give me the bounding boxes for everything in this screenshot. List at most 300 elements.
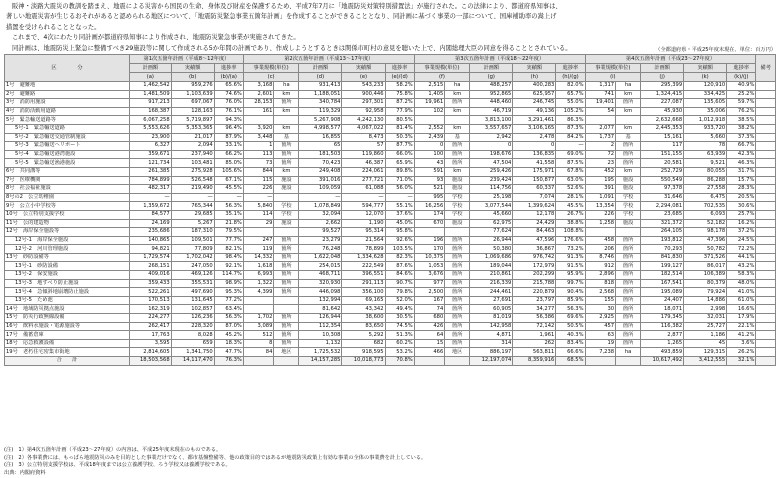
table-cell: 59.7%: [727, 99, 756, 108]
table-row: [5, 305, 776, 314]
row-label: 13号-1 砂防設備: [5, 262, 130, 271]
table-cell: 32,031: [684, 314, 727, 323]
table-cell: 63,939: [684, 150, 727, 159]
table-cell: 81,019: [470, 314, 513, 323]
table-cell: 543,233: [342, 82, 385, 91]
table-cell: 87.2%: [385, 99, 414, 108]
table-cell: 34,277: [513, 305, 556, 314]
table-cell: km: [445, 90, 470, 99]
table-cell: 30: [585, 305, 616, 314]
table-cell: 120,910: [684, 82, 727, 91]
table-cell: 321,372: [641, 219, 684, 228]
table-cell: 261,385: [130, 167, 172, 176]
table-cell: 60,905: [470, 305, 513, 314]
col-unit: (e): [342, 73, 385, 82]
table-cell: 箇所: [445, 322, 470, 331]
table-cell: 1,341,750: [171, 348, 214, 357]
table-cell: 172,979: [513, 262, 556, 271]
table-cell: 55.1%: [385, 202, 414, 211]
table-cell: 49,136: [513, 107, 556, 116]
table-cell: 41.0%: [727, 288, 756, 297]
col-unit: (f): [414, 73, 470, 82]
col-unit: (k): [684, 73, 727, 82]
table-cell: 112,354: [299, 322, 342, 331]
table-cell: 14,157,285: [299, 357, 342, 366]
table-cell: 409,016: [130, 271, 172, 280]
col-plan: 計画額: [470, 64, 513, 73]
remarks-cell: [756, 228, 776, 237]
table-cell: 50,782: [684, 245, 727, 254]
table-cell: 76,248: [299, 245, 342, 254]
table-cell: 244,461: [470, 288, 513, 297]
table-cell: 670: [414, 219, 445, 228]
table-cell: 5,719,897: [171, 116, 214, 125]
table-cell: 6,993: [243, 271, 274, 280]
table-cell: 66.2%: [214, 150, 243, 159]
table-cell: 79.5%: [214, 228, 243, 237]
table-cell: 24,407: [641, 296, 684, 305]
table-cell: 基: [616, 133, 641, 142]
table-cell: [274, 296, 299, 305]
table-cell: 箇所: [445, 253, 470, 262]
table-cell: 131,645: [171, 296, 214, 305]
table-cell: [414, 357, 445, 366]
table-cell: 126,236: [171, 314, 214, 323]
table-cell: 6,067,258: [130, 116, 172, 125]
table-cell: 56,386: [513, 314, 556, 323]
table-cell: 学校: [445, 193, 470, 202]
col-plan: 計画額: [130, 64, 172, 73]
table-cell: 70,423: [299, 159, 342, 168]
remarks-cell: [756, 176, 776, 185]
table-cell: 73.2%: [556, 245, 585, 254]
table-cell: 箇所: [616, 253, 641, 262]
table-cell: 76.0%: [214, 99, 243, 108]
remarks-cell: [756, 357, 776, 366]
table-cell: 79,924: [684, 288, 727, 297]
table-cell: 355,531: [171, 279, 214, 288]
table-row: [5, 236, 776, 245]
table-cell: 86,288: [684, 176, 727, 185]
table-cell: 87.7%: [385, 142, 414, 151]
table-cell: 2,094: [171, 142, 214, 151]
row-label: 5号-3 緊急輸送ヘリポート: [5, 142, 130, 151]
table-cell: 262,417: [130, 322, 172, 331]
table-cell: 108.8%: [556, 228, 585, 237]
table-cell: 35,006: [684, 107, 727, 116]
table-row: [5, 348, 776, 357]
table-cell: 482,317: [130, 185, 172, 194]
table-cell: 15: [414, 339, 445, 348]
row-label: 5号-4 緊急輸送港湾施設: [5, 150, 130, 159]
table-cell: 2,662: [299, 219, 342, 228]
table-cell: 69.0%: [556, 150, 585, 159]
table-cell: 10,617,492: [641, 357, 684, 366]
table-cell: 学校: [616, 193, 641, 202]
table-cell: 施設: [274, 185, 299, 194]
table-cell: 18,503,568: [130, 357, 172, 366]
table-cell: 16,256: [414, 202, 445, 211]
table-row: [5, 253, 776, 262]
remarks-cell: [756, 82, 776, 91]
table-cell: 128,163: [171, 107, 214, 116]
table-row: [5, 90, 776, 99]
table-row: [5, 271, 776, 280]
row-label: 7号 医療機関: [5, 176, 130, 185]
row-label: 12号-2 河川管理施設: [5, 245, 130, 254]
table-cell: 182,514: [641, 271, 684, 280]
table-cell: 176.6%: [556, 236, 585, 245]
table-cell: 箇所: [616, 245, 641, 254]
remarks-cell: [756, 116, 776, 125]
table-cell: 3,106,165: [513, 124, 556, 133]
table-cell: 550,549: [641, 176, 684, 185]
table-cell: 4,871: [470, 331, 513, 340]
table-cell: 1,729,574: [130, 253, 172, 262]
table-cell: 65.7%: [556, 90, 585, 99]
table-cell: 136,835: [513, 150, 556, 159]
table-cell: 82.3%: [385, 253, 414, 262]
table-cell: [585, 228, 616, 237]
table-cell: 23,685: [641, 210, 684, 219]
table-cell: 25,727: [684, 322, 727, 331]
col-scale: 事業規模(単位): [585, 64, 641, 73]
table-cell: 512: [243, 331, 274, 340]
table-cell: 基: [274, 133, 299, 142]
table-cell: 1,462,542: [130, 82, 172, 91]
table-cell: 箇所: [616, 314, 641, 323]
row-label: 14号 地域防災拠点施設: [5, 305, 130, 314]
table-cell: 227,087: [641, 99, 684, 108]
table-cell: 64: [414, 331, 445, 340]
table-cell: 1,078,849: [299, 202, 342, 211]
table-row: [5, 150, 776, 159]
table-cell: 226: [585, 210, 616, 219]
table-cell: 箇所: [445, 159, 470, 168]
table-cell: 72.2%: [727, 245, 756, 254]
table-cell: 65.6%: [214, 82, 243, 91]
table-cell: ha: [445, 82, 470, 91]
table-cell: 61,088: [342, 185, 385, 194]
table-cell: 68.5%: [556, 357, 585, 366]
table-cell: 16,855: [299, 133, 342, 142]
footnote: (注) 1）第4次五箇年計画（平成23～27年度）の内容は、平成25年度末現在のものである。: [4, 447, 222, 453]
table-cell: 箇所: [274, 253, 299, 262]
table-cell: [616, 228, 641, 237]
table-cell: 26.7%: [556, 210, 585, 219]
table-cell: 254,015: [299, 262, 342, 271]
remarks-cell: [756, 253, 776, 262]
table-cell: 75.8%: [385, 90, 414, 99]
table-cell: 174: [414, 210, 445, 219]
table-cell: [616, 116, 641, 125]
table-cell: 222,549: [342, 262, 385, 271]
table-cell: 20.5%: [727, 193, 756, 202]
table-cell: 47,596: [513, 236, 556, 245]
table-cell: 54: [585, 107, 616, 116]
table-cell: 1,258: [585, 219, 616, 228]
table-cell: 74.6%: [214, 90, 243, 99]
table-cell: 114,756: [470, 185, 513, 194]
table-cell: 24.5%: [727, 236, 756, 245]
table-cell: 42.3%: [727, 150, 756, 159]
table-cell: 219,490: [171, 185, 214, 194]
row-label: 6号 共同溝等: [5, 167, 130, 176]
table-cell: 114.7%: [214, 271, 243, 280]
table-cell: 198,676: [470, 150, 513, 159]
table-cell: 2,896: [585, 271, 616, 280]
table-cell: 297,301: [342, 99, 385, 108]
table-cell: 468,711: [299, 271, 342, 280]
col-plan: 計画額: [299, 64, 342, 73]
table-cell: 18,071: [641, 305, 684, 314]
table-cell: 1,091: [585, 193, 616, 202]
table-cell: 77.7%: [214, 236, 243, 245]
table-cell: 66.7%: [727, 142, 756, 151]
table-cell: 箇所: [445, 339, 470, 348]
table-cell: 29,685: [171, 210, 214, 219]
table-cell: 18.3%: [214, 339, 243, 348]
remarks-cell: [756, 339, 776, 348]
table-cell: 36,867: [513, 245, 556, 254]
table-cell: 施設: [445, 185, 470, 194]
table-cell: 8,746: [585, 253, 616, 262]
table-cell: 23,279: [299, 236, 342, 245]
table-cell: 99,527: [299, 228, 342, 237]
table-cell: 2,445,353: [641, 124, 684, 133]
table-cell: 60.2%: [385, 339, 414, 348]
table-cell: 87.6%: [385, 262, 414, 271]
table-cell: 78,899: [342, 245, 385, 254]
table-cell: 53.2%: [385, 348, 414, 357]
table-cell: km: [616, 124, 641, 133]
table-cell: 246,745: [513, 99, 556, 108]
table-cell: 81,642: [299, 305, 342, 314]
table-cell: 56.3%: [556, 305, 585, 314]
table-cell: 箇所: [445, 99, 470, 108]
remarks-cell: [756, 314, 776, 323]
col-unit: (b)/(a): [214, 73, 243, 82]
table-cell: 16.6%: [727, 305, 756, 314]
table-cell: 96.4%: [214, 124, 243, 133]
col-unit: (a): [130, 73, 172, 82]
table-cell: 2,877: [641, 331, 684, 340]
table-cell: km: [274, 167, 299, 176]
table-cell: 80,055: [684, 167, 727, 176]
table-cell: 452: [585, 167, 616, 176]
table-cell: 6,093: [684, 210, 727, 219]
remarks-cell: [756, 271, 776, 280]
table-cell: 400,283: [513, 82, 556, 91]
table-cell: 63.0%: [556, 176, 585, 185]
table-cell: —: [385, 193, 414, 202]
table-cell: 43,342: [342, 305, 385, 314]
footnote: (注) 3）公立特別支援学校は、平成18年度までは公立養護学校、ろう学校又は養護学校である。: [4, 462, 231, 469]
table-cell: 320,930: [299, 279, 342, 288]
table-cell: 45.2%: [214, 331, 243, 340]
table-cell: 84,463: [513, 228, 556, 237]
table-cell: 3,448: [243, 133, 274, 142]
table-cell: km: [445, 167, 470, 176]
col-actual: 実績額: [513, 64, 556, 73]
table-cell: [445, 116, 470, 125]
table-cell: 161: [243, 107, 274, 116]
table-cell: 91.3%: [556, 253, 585, 262]
table-cell: 4,242,130: [342, 116, 385, 125]
table-cell: 0: [414, 142, 445, 151]
table-cell: [585, 116, 616, 125]
table-cell: 226: [243, 185, 274, 194]
table-cell: 77,809: [171, 245, 214, 254]
table-cell: 学校: [616, 202, 641, 211]
table-cell: 29: [243, 219, 274, 228]
table-cell: 48.0%: [727, 279, 756, 288]
table-row: [5, 167, 776, 176]
table-cell: 箇所: [445, 279, 470, 288]
table-cell: 67.1%: [214, 176, 243, 185]
remarks-cell: [756, 288, 776, 297]
table-cell: 659: [171, 339, 214, 348]
table-cell: [243, 357, 274, 366]
intro-line: 同計画は、地震防災上緊急に整備すべき29施設等に関して作成される5か年間の計画であり、作成しようとするときは関係市町村の意見を聴いた上で、内閣総理大臣の同意を得ることとされている。: [12, 44, 572, 52]
table-cell: 50,380: [470, 245, 513, 254]
remarks-cell: [756, 262, 776, 271]
table-row: [5, 339, 776, 348]
table-cell: 箇所: [445, 271, 470, 280]
table-cell: 3,595: [130, 339, 172, 348]
table-cell: 箇所: [274, 322, 299, 331]
table-cell: 119,860: [342, 150, 385, 159]
col-rate: 進捗率: [214, 64, 243, 73]
table-cell: 箇所: [616, 159, 641, 168]
table-row: [5, 331, 776, 340]
table-cell: 84.2%: [556, 133, 585, 142]
table-cell: 41.2%: [727, 331, 756, 340]
table-cell: 391: [585, 185, 616, 194]
table-cell: 76.2%: [727, 107, 756, 116]
table-cell: 19: [585, 339, 616, 348]
table-cell: 594,777: [342, 202, 385, 211]
table-cell: 170: [414, 245, 445, 254]
col-remarks: 備考: [756, 55, 776, 82]
table-cell: [445, 228, 470, 237]
table-cell: 526,548: [171, 176, 214, 185]
table-cell: 3,412,555: [684, 357, 727, 366]
table-cell: 66.6%: [556, 348, 585, 357]
table-cell: 2,515: [414, 82, 445, 91]
table-cell: 2,439: [414, 133, 445, 142]
table-cell: 3,557,657: [470, 124, 513, 133]
table-cell: km: [445, 124, 470, 133]
table-cell: 1,702: [243, 314, 274, 323]
table-cell: 275,928: [171, 167, 214, 176]
table-cell: 5,292: [342, 331, 385, 340]
table-cell: ha: [616, 348, 641, 357]
table-cell: 8,359,916: [513, 357, 556, 366]
table-cell: 箇所: [274, 279, 299, 288]
table-cell: 210,861: [470, 271, 513, 280]
table-cell: 126,944: [299, 314, 342, 323]
table-cell: 77,624: [470, 228, 513, 237]
table-cell: 167,541: [641, 279, 684, 288]
table-row: [5, 99, 776, 108]
table-cell: 702,535: [684, 202, 727, 211]
table-cell: 2,942: [470, 133, 513, 142]
table-cell: 3,676: [414, 271, 445, 280]
table-cell: 1,103,639: [171, 90, 214, 99]
table-cell: 741: [585, 90, 616, 99]
col-actual: 実績額: [684, 64, 727, 73]
table-cell: 9,521: [684, 159, 727, 168]
table-cell: 43: [414, 159, 445, 168]
table-cell: 箇所: [445, 236, 470, 245]
col-rate: 進捗率: [556, 64, 585, 73]
table-cell: 78: [684, 142, 727, 151]
table-cell: 102: [414, 107, 445, 116]
table-cell: 116,382: [641, 322, 684, 331]
col-period1: 第1次五箇年計画（平成8～12年度）: [130, 55, 244, 64]
remarks-cell: [756, 322, 776, 331]
table-cell: 7,074: [513, 193, 556, 202]
table-cell: 25,198: [470, 193, 513, 202]
table-cell: 977: [414, 279, 445, 288]
table-cell: 4,998,577: [299, 124, 342, 133]
intro-line: 阪神・淡路大震災の教訓を踏まえ、地震による災害から国民の生命、身体及び財産を保護するため、平成7年7月に「地震防災対策特別措置法」が施行された。この法律により、都道府県知事は、: [12, 3, 562, 10]
table-cell: —: [342, 193, 385, 202]
row-label: 15号 防災行政無線設備: [5, 314, 130, 323]
table-cell: 箇所: [274, 236, 299, 245]
table-cell: 371,526: [684, 253, 727, 262]
table-cell: 1,317: [585, 82, 616, 91]
remarks-cell: [756, 185, 776, 194]
table-cell: 976,742: [513, 253, 556, 262]
table-cell: 249,408: [299, 167, 342, 176]
table-cell: [274, 305, 299, 314]
table-cell: 2,601: [243, 90, 274, 99]
table-cell: 83.4%: [556, 339, 585, 348]
table-row: [5, 116, 776, 125]
table-cell: 4,399: [243, 288, 274, 297]
table-cell: 47.7%: [214, 348, 243, 357]
row-label: 16号 飲料水施設・電源施設等: [5, 322, 130, 331]
row-label: 13号-3 地すべり防止施設: [5, 279, 130, 288]
table-cell: 179,345: [641, 314, 684, 323]
table-cell: 591: [414, 167, 445, 176]
table-cell: 84,577: [130, 210, 172, 219]
table-cell: 215,788: [513, 279, 556, 288]
table-cell: 264,105: [641, 228, 684, 237]
table-cell: 58.3%: [727, 271, 756, 280]
table-cell: 2: [585, 142, 616, 151]
table-cell: 49.4%: [385, 305, 414, 314]
table-cell: 818: [585, 279, 616, 288]
table-cell: 施設: [445, 219, 470, 228]
table-cell: 497,690: [171, 288, 214, 297]
table-cell: 45,660: [470, 210, 513, 219]
table-cell: 45.0%: [385, 219, 414, 228]
table-cell: 396,551: [342, 271, 385, 280]
table-row: [5, 142, 776, 151]
table-cell: 682: [342, 339, 385, 348]
table-cell: 224,061: [342, 167, 385, 176]
table-cell: [445, 357, 470, 366]
table-cell: 32,094: [299, 210, 342, 219]
table-cell: 25.7%: [727, 210, 756, 219]
table-cell: 47,504: [470, 159, 513, 168]
table-cell: 1,618: [243, 262, 274, 271]
table-cell: 23: [585, 159, 616, 168]
table-cell: —: [556, 142, 585, 151]
